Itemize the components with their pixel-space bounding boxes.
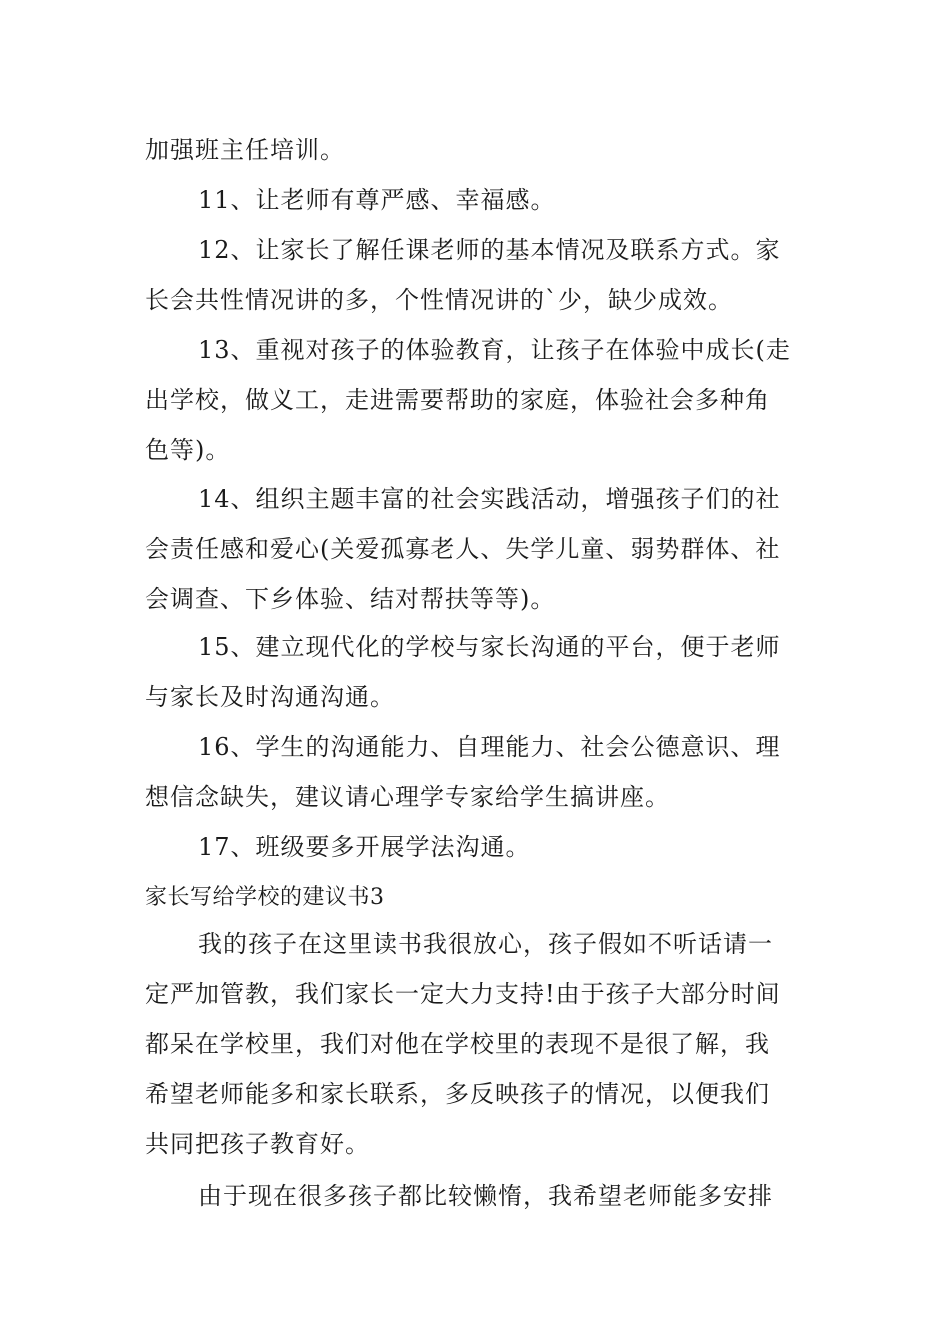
paragraph-line: 希望老师能多和家长联系，多反映孩子的情况，以便我们: [145, 1080, 770, 1108]
paragraph-line: 想信念缺失，建议请心理学专家给学生搞讲座。: [145, 783, 670, 811]
paragraph-line: 加强班主任培训。: [145, 136, 345, 164]
paragraph-line: 会责任感和爱心(关爱孤寡老人、失学儿童、弱势群体、社: [145, 535, 781, 563]
paragraph-line: 我的孩子在这里读书我很放心，孩子假如不听话请一: [198, 930, 773, 958]
paragraph-line: 出学校，做义工，走进需要帮助的家庭，体验社会多种角: [145, 386, 770, 414]
list-item-17: 17、班级要多开展学法沟通。: [198, 833, 531, 861]
list-item-15: 15、建立现代化的学校与家长沟通的平台，便于老师: [198, 633, 781, 661]
list-item-14: 14、组织主题丰富的社会实践活动，增强孩子们的社: [198, 485, 781, 513]
list-item-16: 16、学生的沟通能力、自理能力、社会公德意识、理: [198, 733, 781, 761]
list-item-13: 13、重视对孩子的体验教育，让孩子在体验中成长(走: [198, 336, 791, 364]
paragraph-line: 色等)。: [145, 436, 231, 464]
paragraph-line: 长会共性情况讲的多，个性情况讲的`少，缺少成效。: [145, 286, 733, 314]
paragraph-line: 由于现在很多孩子都比较懒惰，我希望老师能多安排: [198, 1182, 773, 1210]
paragraph-line: 都呆在学校里，我们对他在学校里的表现不是很了解，我: [145, 1030, 770, 1058]
list-item-11: 11、让老师有尊严感、幸福感。: [198, 186, 556, 214]
paragraph-line: 与家长及时沟通沟通。: [145, 683, 395, 711]
paragraph-line: 定严加管教，我们家长一定大力支持!由于孩子大部分时间: [145, 980, 781, 1008]
list-item-12: 12、让家长了解任课老师的基本情况及联系方式。家: [198, 236, 781, 264]
section-heading: 家长写给学校的建议书3: [145, 885, 385, 910]
paragraph-line: 会调查、下乡体验、结对帮扶等等)。: [145, 585, 556, 613]
paragraph-line: 共同把孩子教育好。: [145, 1130, 370, 1158]
